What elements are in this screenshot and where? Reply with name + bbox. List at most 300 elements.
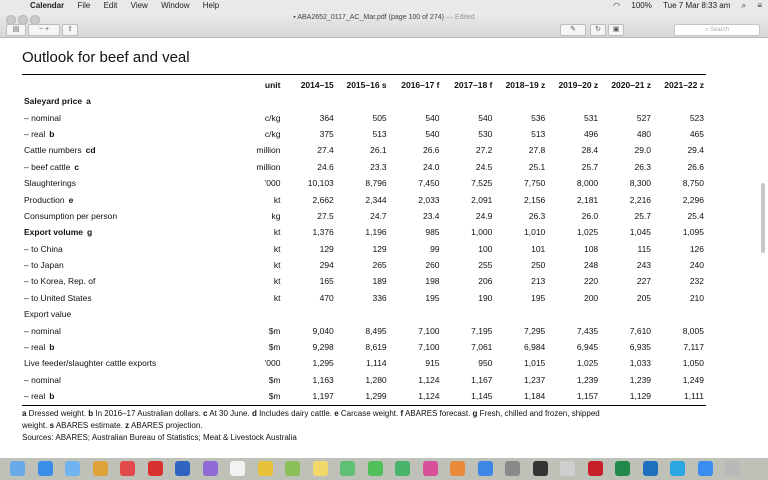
row-unit: c/kg [264,128,281,139]
maps-icon[interactable] [340,461,355,476]
table-cell: 1,050 [682,358,704,369]
row-label [22,273,236,289]
note-marker: d [251,409,257,418]
menu-view[interactable]: View [130,1,148,10]
table-cell: 7,525 [471,178,493,189]
table-cell: 513 [531,128,546,139]
table-cell: 9,040 [312,325,334,336]
table-notes [22,408,722,444]
table-cell: 7,061 [471,342,493,353]
row-unit: kt [273,243,281,254]
table-cell: 7,450 [418,178,440,189]
books-icon[interactable] [450,461,465,476]
note-text: Dressed weight. [26,409,89,418]
help-icon[interactable] [560,461,575,476]
table-cell: 8,495 [365,325,387,336]
table-cell: 115 [637,243,652,254]
edited-label: — Edited [445,14,475,21]
table-cell: 190 [478,292,493,303]
table-cell: 220 [583,276,599,287]
table-cell: 28.4 [581,145,599,156]
pdf-icon: ▪ [293,14,298,21]
table-cell: 26.3 [634,161,652,172]
table-cell [336,306,389,322]
note-text: ABARES projection. [129,421,203,430]
table-cell: 527 [636,112,652,123]
table-row [22,322,706,338]
table-cell: 7,117 [683,342,704,353]
photos-icon[interactable] [93,461,108,476]
table-cell [653,306,706,322]
row-unit: million [256,145,281,156]
table-cell: 496 [583,128,599,139]
itunes-icon[interactable] [423,461,438,476]
row-unit: kt [273,260,281,271]
dock [0,458,768,480]
footnote-marker: e [68,194,74,205]
table-row [22,257,706,273]
table-cell: 364 [319,112,334,123]
table-cell: 198 [425,276,440,287]
row-label [22,208,236,224]
table-cell: 7,100 [418,325,440,336]
table-cell [600,306,653,322]
skype-icon[interactable] [670,461,685,476]
note-text: ABARES forecast. [403,409,473,418]
table-row [22,306,706,322]
header-label-cell [22,76,236,93]
window-title [0,14,768,21]
table-cell: 1,025 [576,227,599,238]
table-cell: 1,124 [418,374,440,385]
row-unit: kt [273,227,281,238]
table-cell: 29.4 [687,145,704,156]
table-cell: 243 [636,260,652,271]
prefs-icon[interactable] [505,461,520,476]
row-unit: kg [271,210,281,221]
header-unit: unit [264,79,281,90]
table-cell: 1,145 [471,391,493,402]
row-unit [236,93,282,109]
row-label-text: – to China [24,243,63,254]
menu-file[interactable]: File [77,1,91,10]
preview-window [0,11,768,458]
table-cell: 205 [636,292,652,303]
row-label [22,191,236,207]
table-cell: 1,196 [365,227,387,238]
header-year: 2017–18 f [454,79,493,90]
row-label [22,126,236,142]
table-cell: 23.4 [422,210,440,221]
table-cell [442,306,495,322]
table-cell: 24.7 [370,210,387,221]
note-line [22,420,722,432]
menu-help[interactable]: Help [202,1,220,10]
note-marker: g [472,409,478,418]
row-label-text: Production [24,194,65,205]
table-cell: 7,435 [576,325,599,336]
row-label-text: – real [24,128,46,139]
row-label-text: Saleyard price [24,96,83,107]
table-row [22,175,706,191]
table-cell: 24.9 [475,210,493,221]
table-cell [389,93,442,109]
table-cell: 540 [425,128,440,139]
dropbox-icon[interactable] [698,461,713,476]
row-label-text: – to Japan [24,260,64,271]
table-cell: 26.0 [581,210,599,221]
footnote-marker: b [49,391,55,402]
table-cell: 375 [319,128,334,139]
table-cell: 1,157 [576,391,599,402]
row-label [22,224,236,240]
row-label [22,159,236,175]
table-cell: 1,184 [524,391,546,402]
table-cell: 536 [531,112,546,123]
table-cell: 531 [583,112,599,123]
row-label-text: – nominal [24,374,61,385]
messages-icon[interactable] [368,461,383,476]
table-cell: 26.3 [528,210,546,221]
table-cell: 1,167 [471,374,493,385]
status-area [604,0,762,11]
table-cell: 25.1 [528,161,546,172]
document-title: ABA2652_0117_AC_Mar.pdf (page 100 of 274) [297,14,444,21]
table-cell: 9,298 [312,342,334,353]
table-cell: 25.7 [634,210,652,221]
table-row [22,372,706,388]
table-cell: 27.2 [475,145,493,156]
header-year: 2014–15 [300,79,334,90]
table-cell [653,93,706,109]
row-label-text: – real [24,342,46,353]
note-text: At 30 June. [207,409,252,418]
row-unit: million [256,161,281,172]
table-cell [547,93,600,109]
table-cell: 240 [689,260,704,271]
table-cell: 1,295 [312,358,334,369]
search-placeholder: Search [710,27,730,33]
search-input[interactable]: ⌕ Search [674,24,760,36]
table-cell: 200 [583,292,599,303]
table-cell: 8,619 [365,342,387,353]
note-text: Sources: ABARES; Australian Bureau of Statistics; Meat & Livestock Australia [22,433,297,442]
footnote-marker: a [86,96,91,107]
row-label-text: Slaughterings [24,178,76,189]
table-cell: 1,129 [629,391,652,402]
table-row [22,93,706,109]
table-cell: 27.8 [528,145,546,156]
zoom-controls[interactable]: − + [28,24,60,36]
table-cell: 8,300 [629,178,652,189]
table-cell [283,93,336,109]
row-unit: kt [273,292,281,303]
menu-items [30,0,230,11]
table-cell: 540 [478,112,493,123]
table-cell: 336 [372,292,387,303]
row-unit: $m [268,342,281,353]
table-cell [600,93,653,109]
terminal-icon[interactable] [533,461,548,476]
note-marker: e [334,409,339,418]
table-cell: 206 [478,276,493,287]
spotlight-icon[interactable]: ⌕ [741,1,747,10]
table-cell: 985 [425,227,440,238]
row-label [22,109,236,125]
table-cell: 27.5 [317,210,334,221]
table-row [22,126,706,142]
sidebar-toggle-button[interactable]: ▤ [6,24,26,36]
row-label-text: Cattle numbers [24,145,82,156]
table-cell: 29.0 [634,145,652,156]
top-rule [22,74,706,75]
table-cell [442,93,495,109]
row-label [22,175,236,191]
outlook-icon[interactable] [643,461,658,476]
table-cell [494,306,547,322]
table-cell: 540 [425,112,440,123]
mail-icon[interactable] [65,461,80,476]
table-cell: 26.6 [687,161,704,172]
bottom-rule [22,405,706,406]
note-text: weight. [22,421,50,430]
table-cell: 1,000 [471,227,493,238]
row-label [22,372,236,388]
row-unit: ’000 [264,178,281,189]
table-cell: 189 [372,276,387,287]
table-cell: 195 [531,292,546,303]
table-cell: 6,984 [524,342,546,353]
table-cell: 294 [319,260,334,271]
outlook-table [22,76,706,404]
appstore-icon[interactable] [478,461,493,476]
notes-icon[interactable] [313,461,328,476]
page-heading: Outlook for beef and veal [22,49,190,66]
table-cell: 1,249 [682,374,704,385]
note-marker: a [22,409,27,418]
table-cell: 1,015 [524,358,546,369]
table-row [22,191,706,207]
preview-icon[interactable] [285,461,300,476]
note-marker: f [400,409,404,418]
table-row [22,142,706,158]
table-cell [336,93,389,109]
table-cell: 1,376 [312,227,334,238]
notification-center-icon[interactable]: ≡ [757,1,762,10]
note-text: Includes dairy cattle. [256,409,335,418]
music-icon[interactable] [120,461,135,476]
table-cell: 950 [478,358,493,369]
table-cell: 24.0 [422,161,440,172]
table-cell [494,93,547,109]
row-label [22,142,236,158]
table-cell: 1,095 [682,227,704,238]
menu-window[interactable]: Window [161,1,190,10]
table-cell: 7,100 [418,342,440,353]
header-year: 2018–19 z [505,79,546,90]
footnote-marker: g [87,227,93,238]
table-cell: 26.6 [422,145,440,156]
header-year: 2016–17 f [401,79,440,90]
table-cell: 210 [689,292,704,303]
row-unit: $m [268,391,281,402]
row-label [22,257,236,273]
table-cell: 7,295 [524,325,546,336]
table-cell: 1,197 [312,391,334,402]
acrobat-icon[interactable] [588,461,603,476]
header-year: 2019–20 z [558,79,599,90]
table-cell: 100 [478,243,493,254]
footnote-marker: b [49,342,55,353]
table-cell: 7,195 [471,325,493,336]
row-label-text: Live feeder/slaughter cattle exports [24,358,157,369]
row-label-text: – to Korea, Rep. of [24,276,96,287]
row-label-text: – nominal [24,325,61,336]
facetime-icon[interactable] [395,461,410,476]
note-text: Carcase weight. [338,409,401,418]
header-row [22,76,706,93]
table-cell: 1,111 [683,391,704,402]
row-label [22,290,236,306]
table-cell: 505 [372,112,387,123]
table-cell: 523 [689,112,704,123]
table-cell: 465 [689,128,704,139]
chrome-icon[interactable] [258,461,273,476]
rotate-icon[interactable]: ↻ [590,24,606,36]
row-unit: c/kg [264,112,281,123]
table-cell: 227 [636,276,652,287]
table-cell: 2,091 [471,194,493,205]
table-cell: 165 [319,276,334,287]
table-row [22,388,706,404]
table-cell: 1,299 [365,391,387,402]
table-cell: 248 [583,260,599,271]
table-body [22,93,706,404]
note-text: ABARES estimate. [54,421,126,430]
row-label [22,241,236,257]
table-cell: 7,750 [524,178,546,189]
table-cell: 1,010 [524,227,546,238]
row-label-text: Export volume [24,227,84,238]
excel-icon[interactable] [615,461,630,476]
table-cell: 101 [531,243,546,254]
row-unit: $m [268,325,281,336]
footnote-marker: c [74,161,80,172]
menu-app-name[interactable]: Calendar [30,1,65,10]
app-icon[interactable] [203,461,218,476]
table-cell: 1,025 [576,358,599,369]
table-cell: 7,610 [629,325,652,336]
menu-edit[interactable]: Edit [103,1,118,10]
title-bar [0,11,768,38]
note-text: In 2016–17 Australian dollars. [93,409,204,418]
table-cell: 6,945 [576,342,599,353]
share-icon[interactable]: ⇧ [62,24,78,36]
table-cell: 1,124 [418,391,440,402]
row-label-text: – real [24,391,46,402]
table-row [22,355,706,371]
table-cell: 2,662 [312,194,334,205]
footnote-marker: b [49,128,55,139]
table-row [22,208,706,224]
note-marker: c [203,409,208,418]
calendar-icon[interactable] [230,461,245,476]
note-line [22,408,722,420]
table-cell: 2,181 [576,194,599,205]
scrollbar[interactable] [761,183,765,253]
table-cell: 2,344 [365,194,387,205]
safari-icon[interactable] [38,461,53,476]
table-row [22,224,706,240]
row-label-text: – to United States [24,292,92,303]
table-cell: 1,280 [365,374,387,385]
table-cell: 126 [689,243,704,254]
battery-level[interactable]: 100% [631,1,652,10]
row-label-text: Consumption per person [24,210,118,221]
clock[interactable]: Tue 7 Mar 8:33 am [663,1,731,10]
table-cell: 129 [319,243,334,254]
table-cell: 1,163 [312,374,334,385]
table-cell: 129 [372,243,387,254]
table-row [22,241,706,257]
row-label [22,93,236,109]
table-cell: 8,796 [365,178,387,189]
table-cell: 2,033 [418,194,440,205]
table-cell: 99 [430,243,440,254]
row-unit: kt [273,276,281,287]
word-icon[interactable] [175,461,190,476]
table-cell: 10,103 [307,178,334,189]
table-cell: 25.4 [687,210,704,221]
table-cell: 1,045 [629,227,652,238]
table-cell: 108 [583,243,599,254]
row-unit: ’000 [264,358,281,369]
header-year: 2015–16 s [346,79,387,90]
row-unit [236,306,282,322]
row-unit: $m [268,374,281,385]
row-label [22,355,236,371]
table-cell: 1,239 [629,374,652,385]
table-cell: 265 [372,260,387,271]
table-cell [547,306,600,322]
finder-icon[interactable] [10,461,25,476]
header-year: 2021–22 z [664,79,704,90]
table-cell: 250 [531,260,546,271]
table-cell: 195 [425,292,440,303]
table-row [22,109,706,125]
table-cell: 23.3 [370,161,387,172]
table-cell: 25.7 [581,161,599,172]
table-cell: 27.4 [317,145,334,156]
table-cell: 8,750 [682,178,704,189]
row-label-text: – beef cattle [24,161,71,172]
note-marker: s [49,421,55,430]
row-label [22,388,236,404]
table-cell: 480 [636,128,652,139]
row-label [22,339,236,355]
table-cell: 213 [531,276,546,287]
play-icon[interactable] [148,461,163,476]
markup-pen-icon[interactable]: ✎ [560,24,586,36]
table-cell: 24.6 [317,161,334,172]
note-line [22,432,722,444]
wifi-icon[interactable]: ◠ [613,1,621,10]
table-cell: 2,296 [682,194,704,205]
table-cell: 260 [425,260,440,271]
trash-icon[interactable] [725,461,740,476]
table-row [22,339,706,355]
toolbox-icon[interactable]: ▣ [608,24,624,36]
